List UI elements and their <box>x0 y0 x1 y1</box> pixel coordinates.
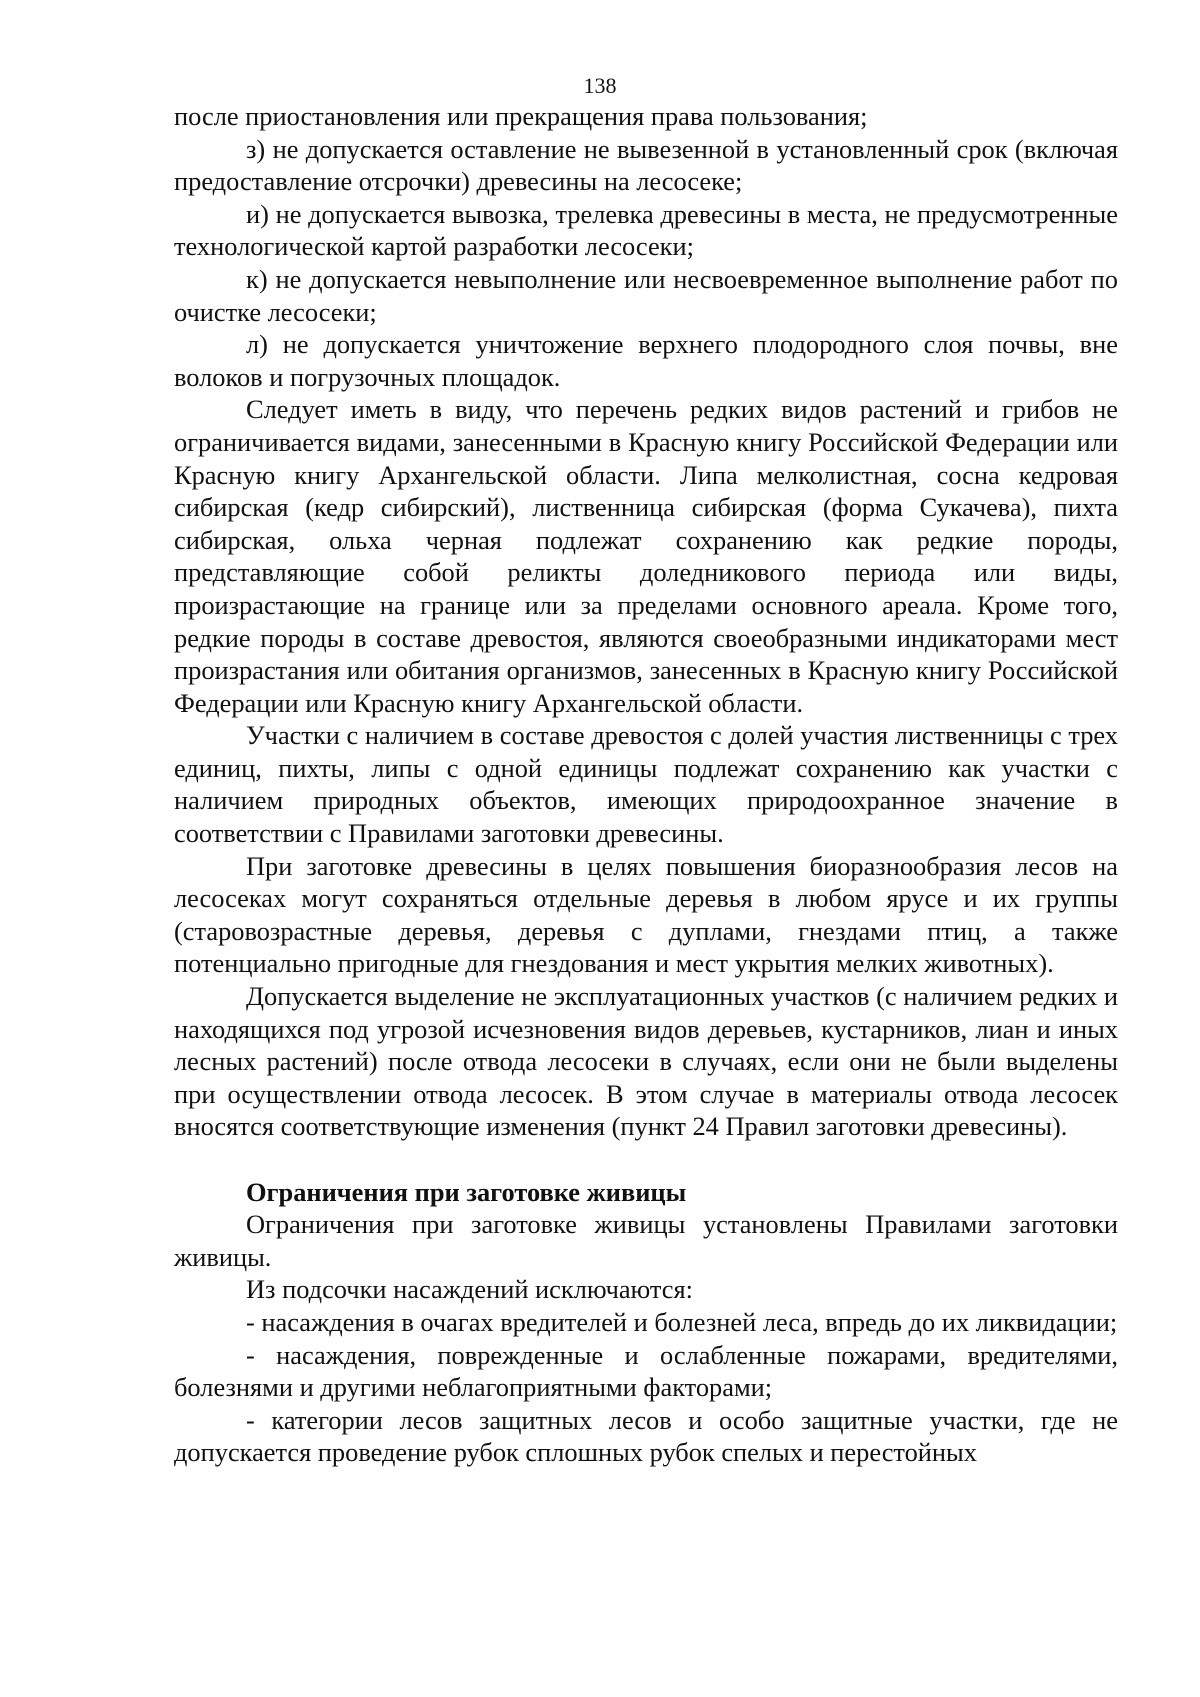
document-body <box>174 100 1118 1469</box>
list-item: - насаждения в очагах вредителей и болезней леса, впредь до их ликвидации; <box>246 1306 1118 1337</box>
list-item: к) не допускается невыполнение или несвоевременное выполнение работ по очистке лесосеки; <box>174 263 1118 327</box>
paragraph: Допускается выделение не эксплуатационных участков (с наличием редких и находящихся под угрозой исчезновения видов деревьев, кустарников, лиан и иных лесных растений) после отвода лесосеки в случаях, если они не были выделены при осуществлении отвода лесосек. В этом случае в материалы отвода лесосек вносятся соответствующие изменения (пункт 24 Правил заготовки древесины). <box>174 981 1118 1142</box>
section-heading: Ограничения при заготовке живицы <box>246 1176 687 1207</box>
paragraph: Следует иметь в виду, что перечень редких видов растений и грибов не ограничивается видами, занесенными в Красную книгу Российской Федерации или Красную книгу Архангельской области. Липа мелколистная, сосна кедровая сибирская (кедр сибирский), лиственница сибирская (форма Сукачева), пихта сибирская, ольха черная подлежат сохранению как редкие породы, представляющие собой реликты доледникового периода или виды, произрастающие на границе или за пределами основного ареала. Кроме того, редкие породы в составе древостоя, являются своеобразными индикаторами мест произрастания или обитания организмов, занесенных в Красную книгу Российской Федерации или Красную книгу Архангельской области. <box>174 394 1118 718</box>
list-item: - насаждения, поврежденные и ослабленные пожарами, вредителями, болезнями и другими неблагоприятными факторами; <box>174 1339 1118 1403</box>
list-item: и) не допускается вывозка, трелевка древесины в места, не предусмотренные технологической картой разработки лесосеки; <box>174 198 1118 262</box>
paragraph: Участки с наличием в составе древостоя с долей участия лиственницы с трех единиц, пихты, липы с одной единицы подлежат сохранению как участки с наличием природных объектов, имеющих природоохранное значение в соответствии с Правилами заготовки древесины. <box>174 720 1118 849</box>
list-item: - категории лесов защитных лесов и особо защитные участки, где не допускается проведение рубок сплошных рубок спелых и перестойных <box>174 1404 1118 1468</box>
paragraph: Ограничения при заготовке живицы установлены Правилами заготовки живицы. <box>174 1209 1118 1272</box>
page-number: 138 <box>583 73 617 98</box>
list-item: з) не допускается оставление не вывезенной в установленный срок (включая предоставление отсрочки) древесины на лесосеке; <box>174 133 1118 197</box>
paragraph: Из подсочки насаждений исключаются: <box>246 1274 693 1305</box>
paragraph: При заготовке древесины в целях повышения биоразнообразия лесов на лесосеках могут сохраняться отдельные деревья в любом ярусе и их группы (старовозрастные деревья, деревья с дуплами, гнездами птиц, а также потенциально пригодные для гнездования и мест укрытия мелких животных). <box>174 850 1118 979</box>
list-item: л) не допускается уничтожение верхнего плодородного слоя почвы, вне волоков и погрузочных площадок. <box>174 329 1118 392</box>
paragraph: после приостановления или прекращения права пользования; <box>174 101 868 131</box>
